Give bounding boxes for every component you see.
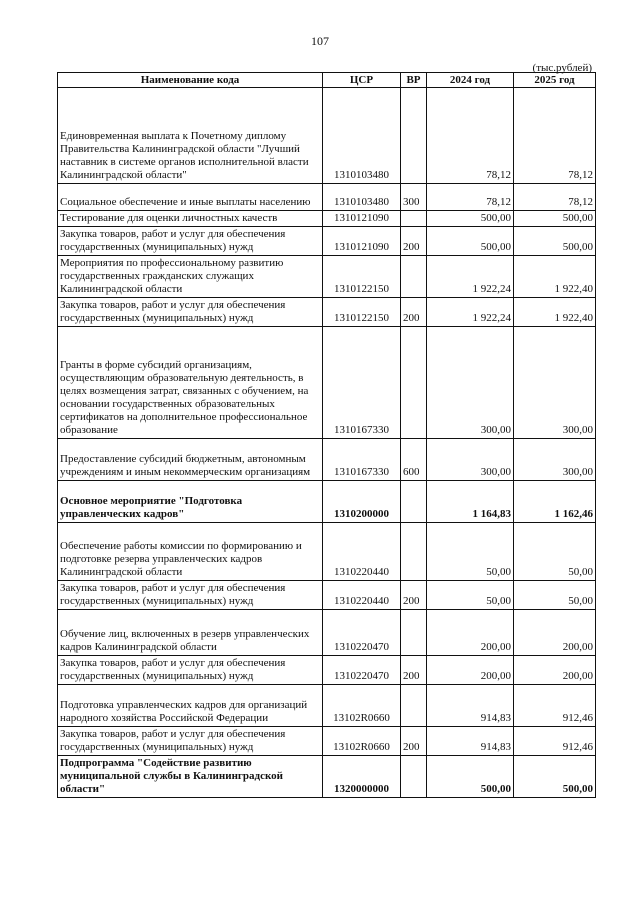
cell-2025: 78,12	[514, 184, 596, 211]
cell-2025: 50,00	[514, 581, 596, 610]
table-row	[58, 439, 596, 481]
table-row	[58, 727, 596, 756]
cell-vr: 200	[401, 727, 427, 756]
cell-name: Подготовка управленческих кадров для организаций народного хозяйства Российской Федерации	[58, 685, 323, 727]
cell-2025: 50,00	[514, 523, 596, 581]
table-row	[58, 88, 596, 184]
cell-name: Единовременная выплата к Почетному диплому Правительства Калининградской области "Лучший наставник в системе органов исполнительной власти Калининградской области"	[58, 88, 323, 184]
cell-2024: 1 922,24	[427, 298, 514, 327]
cell-name: Закупка товаров, работ и услуг для обеспечения государственных (муниципальных) нужд	[58, 227, 323, 256]
cell-2024: 500,00	[427, 211, 514, 227]
cell-2025: 500,00	[514, 756, 596, 798]
header-vr: ВР	[401, 73, 427, 88]
cell-2024: 200,00	[427, 610, 514, 656]
cell-name: Обучение лиц, включенных в резерв управленческих кадров Калининградской области	[58, 610, 323, 656]
cell-name: Основное мероприятие "Подготовка управленческих кадров"	[58, 481, 323, 523]
cell-name: Мероприятия по профессиональному развитию государственных гражданских служащих Калининградской области	[58, 256, 323, 298]
cell-2024: 1 164,83	[427, 481, 514, 523]
cell-csr: 1310121090	[323, 211, 401, 227]
header-2024: 2024 год	[427, 73, 514, 88]
cell-name: Тестирование для оценки личностных качеств	[58, 211, 323, 227]
cell-name: Подпрограмма "Содействие развитию муниципальной службы в Калининградской области"	[58, 756, 323, 798]
cell-vr	[401, 88, 427, 184]
cell-csr: 1310122150	[323, 256, 401, 298]
cell-csr: 1310103480	[323, 184, 401, 211]
cell-vr	[401, 256, 427, 298]
cell-2024: 300,00	[427, 327, 514, 439]
header-name: Наименование кода	[58, 73, 323, 88]
cell-2024: 914,83	[427, 685, 514, 727]
cell-2025: 200,00	[514, 610, 596, 656]
cell-csr: 1310167330	[323, 439, 401, 481]
cell-vr: 300	[401, 184, 427, 211]
cell-2025: 1 922,40	[514, 298, 596, 327]
cell-name: Гранты в форме субсидий организациям, осуществляющим образовательную деятельность, в целях возмещения затрат, связанных с обучением, на основании государственных образовательных сертификатов на дополнительное профессиональное образование	[58, 327, 323, 439]
table-row	[58, 610, 596, 656]
cell-2024: 1 922,24	[427, 256, 514, 298]
cell-vr: 200	[401, 581, 427, 610]
cell-csr: 1310220470	[323, 610, 401, 656]
cell-name: Социальное обеспечение и иные выплаты населению	[58, 184, 323, 211]
cell-2024: 914,83	[427, 727, 514, 756]
cell-2025: 500,00	[514, 227, 596, 256]
units-label: (тыс.рублей)	[532, 62, 592, 74]
cell-2024: 78,12	[427, 184, 514, 211]
cell-vr	[401, 756, 427, 798]
table-row	[58, 523, 596, 581]
cell-name: Предоставление субсидий бюджетным, автономным учреждениям и иным некоммерческим организациям	[58, 439, 323, 481]
cell-2025: 1 922,40	[514, 256, 596, 298]
cell-vr	[401, 523, 427, 581]
table-row	[58, 327, 596, 439]
cell-csr: 1310200000	[323, 481, 401, 523]
budget-table	[57, 72, 596, 798]
cell-csr: 1310220470	[323, 656, 401, 685]
cell-2024: 500,00	[427, 756, 514, 798]
cell-vr: 200	[401, 298, 427, 327]
cell-name: Закупка товаров, работ и услуг для обеспечения государственных (муниципальных) нужд	[58, 656, 323, 685]
table-row	[58, 656, 596, 685]
cell-csr: 1320000000	[323, 756, 401, 798]
table-row	[58, 756, 596, 798]
table-row	[58, 184, 596, 211]
table-header-row	[58, 73, 596, 88]
table-row	[58, 685, 596, 727]
cell-vr	[401, 685, 427, 727]
cell-2025: 912,46	[514, 727, 596, 756]
cell-name: Закупка товаров, работ и услуг для обеспечения государственных (муниципальных) нужд	[58, 298, 323, 327]
cell-2025: 200,00	[514, 656, 596, 685]
table-row	[58, 298, 596, 327]
cell-2024: 50,00	[427, 523, 514, 581]
cell-vr: 200	[401, 227, 427, 256]
cell-csr: 1310220440	[323, 523, 401, 581]
cell-2025: 500,00	[514, 211, 596, 227]
cell-2025: 912,46	[514, 685, 596, 727]
table-body	[58, 88, 596, 798]
cell-2025: 78,12	[514, 88, 596, 184]
cell-2024: 78,12	[427, 88, 514, 184]
header-2025: 2025 год	[514, 73, 596, 88]
cell-csr: 1310103480	[323, 88, 401, 184]
cell-2024: 50,00	[427, 581, 514, 610]
table-row	[58, 211, 596, 227]
header-csr: ЦСР	[323, 73, 401, 88]
cell-vr: 600	[401, 439, 427, 481]
cell-2024: 300,00	[427, 439, 514, 481]
cell-csr: 1310167330	[323, 327, 401, 439]
cell-2024: 500,00	[427, 227, 514, 256]
table-row	[58, 481, 596, 523]
cell-2025: 1 162,46	[514, 481, 596, 523]
cell-vr	[401, 211, 427, 227]
cell-csr: 13102R0660	[323, 685, 401, 727]
page-number: 107	[311, 34, 329, 48]
cell-2024: 200,00	[427, 656, 514, 685]
cell-vr	[401, 610, 427, 656]
cell-2025: 300,00	[514, 439, 596, 481]
cell-vr	[401, 481, 427, 523]
cell-csr: 1310220440	[323, 581, 401, 610]
table-row	[58, 227, 596, 256]
cell-vr: 200	[401, 656, 427, 685]
cell-name: Обеспечение работы комиссии по формированию и подготовке резерва управленческих кадров Калининградской области	[58, 523, 323, 581]
cell-csr: 1310121090	[323, 227, 401, 256]
cell-name: Закупка товаров, работ и услуг для обеспечения государственных (муниципальных) нужд	[58, 727, 323, 756]
cell-name: Закупка товаров, работ и услуг для обеспечения государственных (муниципальных) нужд	[58, 581, 323, 610]
table-row	[58, 256, 596, 298]
cell-vr	[401, 327, 427, 439]
cell-csr: 13102R0660	[323, 727, 401, 756]
table-row	[58, 581, 596, 610]
cell-csr: 1310122150	[323, 298, 401, 327]
cell-2025: 300,00	[514, 327, 596, 439]
